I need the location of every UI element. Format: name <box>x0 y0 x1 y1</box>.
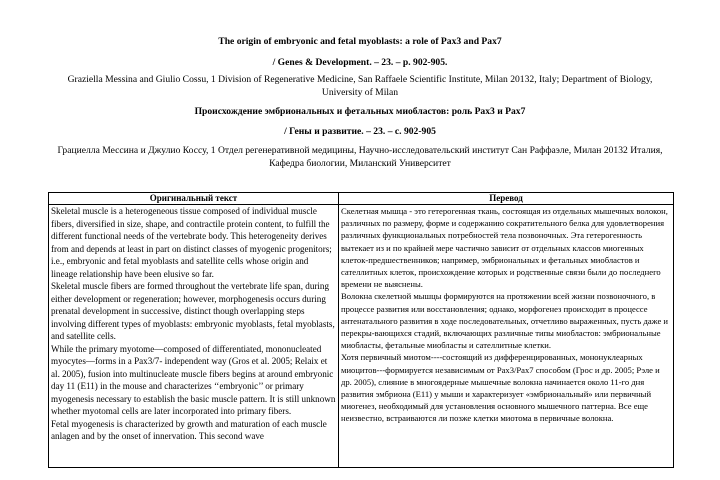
journal-russian: / Гены и развитие. – 23. – с. 902-905 <box>284 126 436 137</box>
translation-paragraph: Волокна скелетной мышцы формируются на протяжении всей жизни позвоночного, в процессе развития или восстановления; однако, морфогенез происходит в процессе антенатального развития в ходе последовательных, отчетливо выраженных, пусть даже и перекры-вающихся стадий, включающих различные типы миобластов: эмбриональные миобласты, фетальные миобласты и сателлитные клетки. <box>341 291 669 351</box>
translation-table <box>48 192 674 468</box>
title-russian: Происхождение эмбриональных и фетальных миобластов: роль Pax3 и Pax7 <box>194 106 526 117</box>
original-text-cell <box>49 205 339 468</box>
original-paragraph: Skeletal muscle is a heterogeneous tissue composed of individual muscle fibers, diversified in size, shape, and contractile protein content, to fulfill the different functional needs of the vertebrate body. This heterogeneity derives from and depends at least in part on distinct classes of myogenic progenitors; i.e., embryonic and fetal myoblasts and satellite cells whose origin and lineage relationship have been elusive so far. <box>51 206 332 279</box>
table-header-row <box>49 193 674 205</box>
translation-text-cell <box>339 205 674 468</box>
original-paragraph: Fetal myogenesis is characterized by growth and maturation of each muscle anlagen and by the onset of innervation. This second wave <box>51 418 327 441</box>
authors-russian: Грациелла Мессина и Джулио Коссу, 1 Отдел регенеративной медицины, Научно-исследовательский институт Сан Раффаэле, Милан 20132 Италия, Кафедра биологии, Миланский Университет <box>57 145 663 169</box>
table-row <box>49 205 674 468</box>
original-paragraph: Skeletal muscle fibers are formed throughout the vertebrate life span, during either development or regeneration; however, morphogenesis occurs during prenatal development in successive, distinct though overlapping steps involving different types of myoblasts: embryonic myoblasts, fetal myoblasts, and satellite cells. <box>51 281 335 341</box>
title-english: The origin of embryonic and fetal myoblasts: a role of Pax3 and Pax7 <box>218 36 502 47</box>
translation-paragraph: Скелетная мышца - это гетерогенная ткань, состоящая из отдельных мышечных волокон, различных по размеру, форме и содержанию сократительного белка для удовлетворения различных функциональных потребностей тела позвоночных. Эта гетерогенность вытекает из и по крайней мере частично зависит от отдельных классов миогенных клеток-предшественников; например, эмбриональных и фетальных миобластов и сателлитных клеток, происхождение которых и родственные связи были до последнего времени не выяснены. <box>341 206 668 290</box>
column-header-original: Оригинальный текст <box>49 193 339 205</box>
journal-english: / Genes & Development. – 23. – p. 902-905. <box>272 57 448 68</box>
column-header-translation: Перевод <box>339 193 674 205</box>
authors-english: Graziella Messina and Giulio Cossu, 1 Division of Regenerative Medicine, San Raffaele Scientific Institute, Milan 20132, Italy; Department of Biology, University of Milan <box>67 74 653 98</box>
translation-paragraph: Хотя первичный миотом----состоящий из дифференцированных, мононуклеарных миоцитов---формируется независимым от Pax3/Pax7 способом (Грос и др. 2005; Рэле и др. 2005), слияние в многоядерные мышечные волокна начинается около 11-го дня развития эмбриона (E11) у мыши и характеризует «эмбриональный» или первичный миогенез, необходимый для установления основного мышечного паттерна. Все еще неизвестно, встраиваются ли позже клетки миотома в первичные волокна. <box>341 352 660 424</box>
original-paragraph: While the primary myotome—composed of differentiated, mononucleated myocytes—forms in a Pax3/7- independent way (Gros et al. 2005; Relaix et al. 2005), fusion into multinucleate muscle fibers begins at around embryonic day 11 (E11) in the mouse and characterizes ‘‘embryonic’’ or primary myogenesis necessary to establish the basic muscle pattern. It is still unknown whether myotomal cells are later incorporated into primary fibers. <box>51 343 336 416</box>
